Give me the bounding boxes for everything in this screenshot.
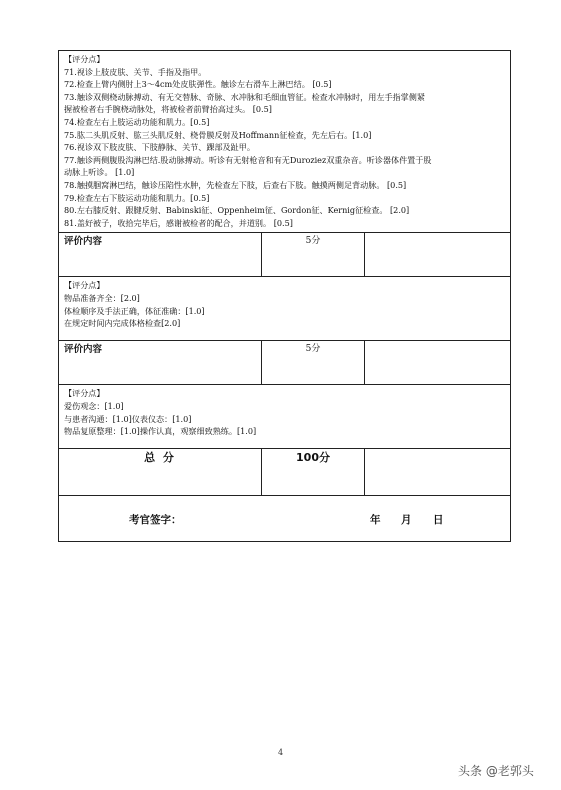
criterion-line: 73.触诊双侧桡动脉搏动、有无交替脉、奇脉、水冲脉和毛细血管征。检查水冲脉时，用左手指掌侧紧 <box>64 91 425 102</box>
scoring-points-block-1 <box>59 51 510 232</box>
scoring-points-block-2 <box>59 277 510 332</box>
score-sheet <box>58 50 510 542</box>
total-score-cell[interactable] <box>365 449 511 496</box>
evaluation-score-cell[interactable] <box>365 233 511 277</box>
evaluation-points: 5分 <box>262 341 365 385</box>
criterion-line: 体检顺序及手法正确，体征准确：[1.0] <box>64 305 205 316</box>
section-header: 【评分点】 <box>64 280 105 291</box>
total-label: 总 分 <box>59 449 262 496</box>
criterion-line: 77.触诊两侧腹股沟淋巴结.股动脉搏动。听诊有无射枪音和有无Duroziez双重杂音。听诊器体件置于股 <box>64 154 432 165</box>
total-row <box>59 449 511 496</box>
criterion-line: 80.左右膝反射、跟腱反射、Babinski征、Oppenheim征、Gordon征、Kernig征检查。 [2.0] <box>64 205 410 216</box>
criterion-line: 75.肱二头肌反射、肱三头肌反射、桡骨膜反射及Hoffmann征检查，先左后右。[1.0] <box>64 129 372 140</box>
watermark: 头条 @老郭头 <box>458 764 534 778</box>
criterion-line: 物品准备齐全：[2.0] <box>64 292 140 303</box>
page-number: 4 <box>277 748 284 757</box>
criterion-line: 71.视诊上肢皮肤、关节、手指及指甲。 <box>64 66 207 77</box>
criterion-line: 动脉上听诊。 [1.0] <box>64 167 135 178</box>
criterion-line: 72.检查上臂内侧肘上3～4cm处皮肤弹性。触诊左右滑车上淋巴结。 [0.5] <box>64 79 332 90</box>
scoring-points-row-3 <box>59 385 511 449</box>
scoring-points-row-1 <box>59 51 511 233</box>
evaluation-score-cell[interactable] <box>365 341 511 385</box>
score-table <box>58 50 511 542</box>
criterion-line: 78.触摸腘窝淋巴结，触诊压陷性水肿，先检查左下肢，后查右下肢。触摸两侧足背动脉。 [0.5] <box>64 179 407 190</box>
section-header: 【评分点】 <box>64 54 105 64</box>
day-label: 日 <box>433 514 444 527</box>
signature-row <box>59 496 511 542</box>
month-label: 月 <box>401 514 412 527</box>
criterion-line: 79.检查左右下肢运动功能和肌力。[0.5] <box>64 192 210 203</box>
examiner-signature-label: 考官签字： <box>129 514 182 527</box>
criterion-line: 在规定时间内完成体格检查[2.0] <box>64 318 181 329</box>
evaluation-points: 5分 <box>262 233 365 277</box>
scoring-points-block-3 <box>59 385 510 440</box>
criterion-line: 物品复原整理：[1.0]操作认真，观察细致熟练。[1.0] <box>64 426 257 437</box>
evaluation-row-2 <box>59 341 511 385</box>
section-header: 【评分点】 <box>64 388 105 399</box>
criterion-line: 与患者沟通：[1.0]仪表仪态：[1.0] <box>64 413 192 424</box>
year-label: 年 <box>370 514 381 527</box>
evaluation-label: 评价内容 <box>59 341 262 385</box>
total-points: 100分 <box>262 449 365 496</box>
signature-area[interactable] <box>59 496 510 541</box>
criterion-line: 74.检查左右上肢运动功能和肌力。[0.5] <box>64 116 210 127</box>
scoring-points-row-2 <box>59 277 511 341</box>
criterion-line: 81.盖好被子，收拾完毕后，感谢被检者的配合，并道别。 [0.5] <box>64 217 293 228</box>
criterion-line: 76.视诊双下肢皮肤、下肢静脉、关节、踝部及趾甲。 <box>64 142 255 153</box>
criterion-line: 握被检者右手腕桡动脉处，将被检者前臂抬高过头。 [0.5] <box>64 104 272 115</box>
evaluation-label: 评价内容 <box>59 233 262 277</box>
evaluation-row-1 <box>59 233 511 277</box>
criterion-line: 爱伤观念：[1.0] <box>64 400 124 411</box>
